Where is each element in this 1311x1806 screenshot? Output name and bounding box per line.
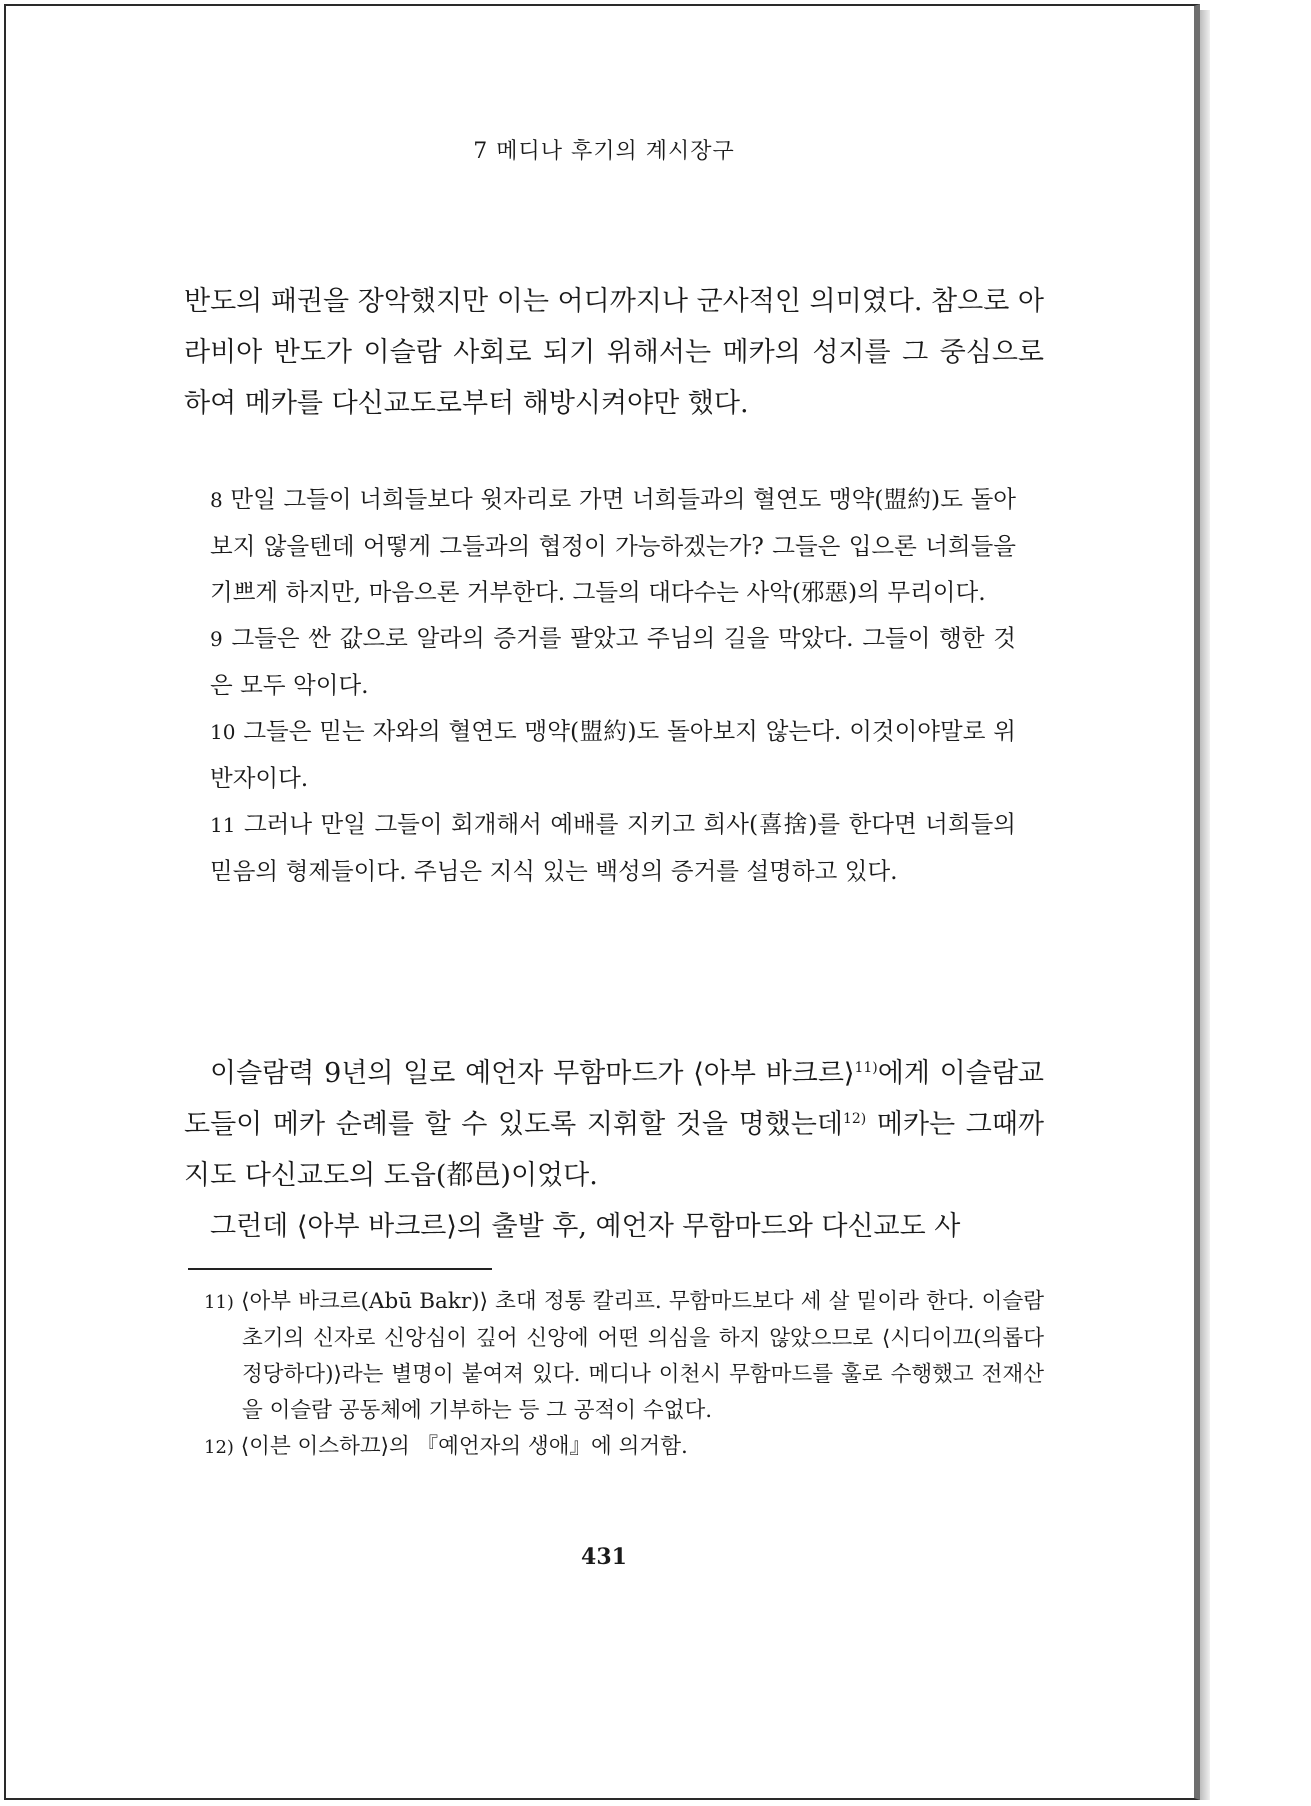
footnote-text: ⟨아부 바크르(Abū Bakr)⟩ 초대 정통 칼리프. 무함마드보다 세 살 밑이라 한다. 이슬람 초기의 신자로 신앙심이 깊어 신앙에 어떤 의심을 하지 않았으므로 ⟨시디이끄(의롭다 정당하다)⟩라는 별명이 붙여져 있다. 메디나 이천시 무함마드를 훌로 수행했고 전재산을 이슬람 공동체에 기부하는 등 그 공적이 수없다. (241, 1289, 1044, 1423)
verse-list (210, 476, 1016, 894)
footnote-11 (204, 1284, 1044, 1429)
verse-11 (210, 801, 1016, 894)
footnote-number: 11) (204, 1292, 234, 1313)
body-text: 에게 이슬람교도들이 메카 순례를 할 수 있도록 지휘할 것을 명했는데 (184, 1058, 1044, 1140)
verse-text: 그들은 믿는 자와의 혈연도 맹약(盟約)도 돌아보지 않는다. 이것이야말로 위반자이다. (210, 717, 1016, 792)
footnote-ref-11[interactable]: 11) (854, 1060, 878, 1076)
body-text: 이슬람력 9년의 일로 예언자 무함마드가 ⟨아부 바크르⟩ (210, 1058, 855, 1089)
verse-number: 9 (210, 627, 223, 651)
footnote-ref-12[interactable]: 12) (842, 1111, 867, 1127)
verse-text: 만일 그들이 너희들보다 윗자리로 가면 너희들과의 혈연도 맹약(盟約)도 돌아보지 않을텐데 어떻게 그들과의 협정이 가능하겠는가? 그들은 입으론 너희들을 기쁘게 하지만, 마음으론 거부한다. 그들의 대다수는 사악(邪惡)의 무리이다. (210, 485, 1016, 606)
verse-8 (210, 476, 1016, 615)
verse-9 (210, 615, 1016, 708)
verse-number: 8 (210, 488, 223, 512)
footnote-divider (188, 1268, 492, 1270)
book-page (4, 4, 1200, 1800)
page-edge-shadow (1200, 10, 1210, 1800)
body-paragraph-1 (184, 1048, 1044, 1201)
verse-number: 10 (210, 720, 236, 744)
page-number: 431 (581, 1544, 627, 1570)
footnote-text: ⟨이븐 이스하끄⟩의 『예언자의 생애』에 의거함. (240, 1434, 688, 1459)
verse-text: 그들은 싼 값으로 알라의 증거를 팔았고 주님의 길을 막았다. 그들이 행한 것은 모두 악이다. (210, 624, 1016, 699)
body-paragraphs (184, 1048, 1044, 1252)
intro-text: 반도의 패권을 장악했지만 이는 어디까지나 군사적인 의미였다. 참으로 아라비아 반도가 이슬람 사회로 되기 위해서는 메카의 성지를 그 중심으로 하여 메카를 다신교도로부터 해방시켜야만 했다. (184, 286, 1044, 419)
footnote-number: 12) (204, 1437, 234, 1458)
body-text: 메카는 그때까지도 다신교도의 도읍(都邑)이었다. (184, 1109, 1044, 1191)
footnotes (204, 1284, 1044, 1466)
intro-paragraph (184, 276, 1044, 429)
footnote-12 (204, 1429, 1044, 1466)
running-head: 7 메디나 후기의 계시장구 (473, 139, 735, 164)
body-paragraph-2: 그런데 ⟨아부 바크르⟩의 출발 후, 예언자 무함마드와 다신교도 사 (210, 1211, 961, 1242)
verse-10 (210, 708, 1016, 801)
verse-text: 그러나 만일 그들이 회개해서 예배를 지키고 희사(喜捨)를 한다면 너희들의 믿음의 형제들이다. 주님은 지식 있는 백성의 증거를 설명하고 있다. (210, 810, 1016, 885)
verse-number: 11 (210, 813, 236, 837)
